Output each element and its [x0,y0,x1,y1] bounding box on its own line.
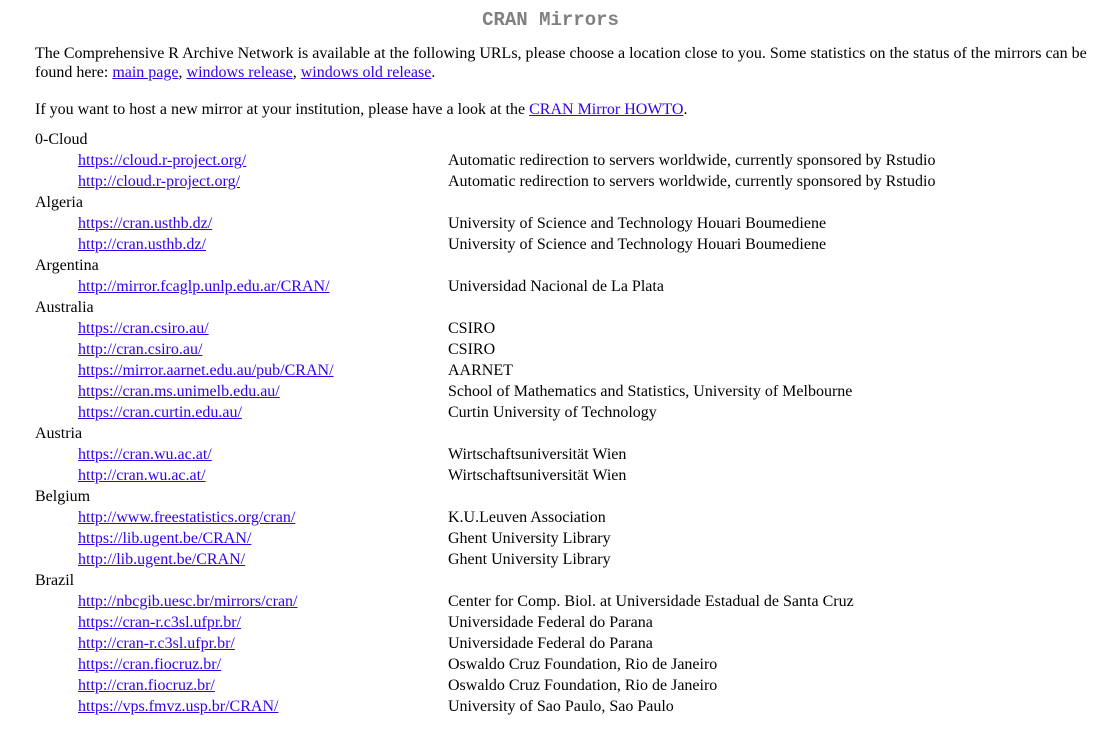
mirror-row [35,528,935,549]
mirror-description: Automatic redirection to servers worldwide, currently sponsored by Rstudio [448,173,936,190]
country-name: Argentina [35,257,99,274]
mirror-url-cell [35,591,448,612]
mirror-url-cell [35,381,448,402]
mirror-link[interactable]: http://cran.wu.ac.at/ [78,467,206,484]
mirror-url-cell [35,234,448,255]
mirror-link[interactable]: https://cran.fiocruz.br/ [78,656,222,673]
mirror-link[interactable]: https://cran.usthb.dz/ [78,215,213,232]
mirror-link[interactable]: http://cran-r.c3sl.ufpr.br/ [78,635,235,652]
mirror-link[interactable]: http://mirror.fcaglp.unlp.edu.ar/CRAN/ [78,278,330,295]
mirror-row [35,213,935,234]
mirror-link[interactable]: https://lib.ugent.be/CRAN/ [78,530,252,547]
intro-paragraph: The Comprehensive R Archive Network is available at the following URLs, please choose a location close to you. Some statistics on the status of the mirrors can be found here: main page, windows release, windows old release. [35,45,1087,81]
mirror-description: University of Sao Paulo, Sao Paulo [448,698,674,715]
mirror-url-cell [35,276,448,297]
mirror-description: K.U.Leuven Association [448,509,606,526]
mirror-description: AARNET [448,362,513,379]
country-name: 0-Cloud [35,131,88,148]
mirror-description: Universidad Nacional de La Plata [448,278,664,295]
page-title: CRAN Mirrors [482,9,619,31]
mirror-link[interactable]: https://cran.csiro.au/ [78,320,209,337]
mirror-url-cell [35,696,448,717]
mirror-link[interactable]: https://vps.fmvz.usp.br/CRAN/ [78,698,279,715]
mirror-link[interactable]: http://nbcgib.uesc.br/mirrors/cran/ [78,593,298,610]
mirror-description: Center for Comp. Biol. at Universidade Estadual de Santa Cruz [448,593,854,610]
mirror-url-cell [35,171,448,192]
main-page-link[interactable]: main page [112,64,179,81]
mirror-url-cell [35,528,448,549]
mirror-description: University of Science and Technology Houari Boumediene [448,215,827,232]
mirror-row [35,444,935,465]
mirror-description: Curtin University of Technology [448,404,657,421]
mirror-url-cell [35,654,448,675]
mirrors-table [35,129,935,717]
mirror-row [35,234,935,255]
mirror-link[interactable]: https://cran-r.c3sl.ufpr.br/ [78,614,242,631]
mirror-url-cell [35,465,448,486]
mirror-description: Wirtschaftsuniversität Wien [448,446,627,463]
mirror-url-cell [35,612,448,633]
country-row [35,192,935,213]
mirror-description: Universidade Federal do Parana [448,635,653,652]
mirror-link[interactable]: http://www.freestatistics.org/cran/ [78,509,296,526]
mirror-url-cell [35,318,448,339]
windows-old-release-link[interactable]: windows old release [300,64,432,81]
mirror-description: Universidade Federal do Parana [448,614,653,631]
mirror-row [35,591,935,612]
mirror-link[interactable]: https://cloud.r-project.org/ [78,152,247,169]
country-name: Brazil [35,572,75,589]
intro-text: The Comprehensive R Archive Network is available at the following URLs, please choose a location close to you. Some statistics on the status of the mirrors can be found here: [35,45,1087,81]
mirror-link[interactable]: http://cloud.r-project.org/ [78,173,241,190]
mirror-description: CSIRO [448,341,496,358]
mirror-row [35,381,935,402]
mirror-description: Oswaldo Cruz Foundation, Rio de Janeiro [448,656,718,673]
mirror-row [35,633,935,654]
country-row [35,129,935,150]
mirror-url-cell [35,150,448,171]
mirror-row [35,360,935,381]
mirror-description: CSIRO [448,320,496,337]
mirror-link[interactable]: https://cran.curtin.edu.au/ [78,404,242,421]
mirror-row [35,150,935,171]
mirror-description: School of Mathematics and Statistics, University of Melbourne [448,383,853,400]
mirror-link[interactable]: https://cran.ms.unimelb.edu.au/ [78,383,280,400]
mirror-row [35,276,935,297]
mirror-url-cell [35,444,448,465]
country-name: Australia [35,299,94,316]
mirror-row [35,549,935,570]
mirror-link[interactable]: http://cran.fiocruz.br/ [78,677,215,694]
host-text: If you want to host a new mirror at your institution, please have a look at the [35,101,530,118]
mirror-description: Ghent University Library [448,551,611,568]
mirror-row [35,402,935,423]
mirror-url-cell [35,633,448,654]
mirror-description: Oswaldo Cruz Foundation, Rio de Janeiro [448,677,718,694]
mirror-description: Ghent University Library [448,530,611,547]
country-row [35,255,935,276]
country-row [35,423,935,444]
mirror-link[interactable]: http://cran.usthb.dz/ [78,236,206,253]
country-row [35,570,935,591]
windows-release-link[interactable]: windows release [186,64,293,81]
mirror-url-cell [35,360,448,381]
mirror-description: University of Science and Technology Houari Boumediene [448,236,827,253]
mirror-row [35,675,935,696]
mirror-url-cell [35,339,448,360]
mirror-row [35,507,935,528]
mirror-row [35,465,935,486]
mirror-description: Automatic redirection to servers worldwide, currently sponsored by Rstudio [448,152,936,169]
mirror-row [35,654,935,675]
mirror-row [35,612,935,633]
mirror-row [35,696,935,717]
mirror-description: Wirtschaftsuniversität Wien [448,467,627,484]
country-name: Belgium [35,488,91,505]
mirror-link[interactable]: http://cran.csiro.au/ [78,341,203,358]
mirror-row [35,171,935,192]
country-row [35,297,935,318]
country-row [35,486,935,507]
mirror-url-cell [35,402,448,423]
country-name: Austria [35,425,83,442]
mirror-row [35,318,935,339]
mirror-url-cell [35,213,448,234]
country-name: Algeria [35,194,83,211]
host-paragraph: If you want to host a new mirror at your institution, please have a look at the CRAN Mirror HOWTO. [35,101,688,118]
mirror-url-cell [35,675,448,696]
mirror-url-cell [35,507,448,528]
mirror-howto-link[interactable]: CRAN Mirror HOWTO [529,101,684,118]
mirror-row [35,339,935,360]
mirror-link[interactable]: https://cran.wu.ac.at/ [78,446,212,463]
mirror-link[interactable]: https://mirror.aarnet.edu.au/pub/CRAN/ [78,362,334,379]
mirror-link[interactable]: http://lib.ugent.be/CRAN/ [78,551,246,568]
mirror-url-cell [35,549,448,570]
